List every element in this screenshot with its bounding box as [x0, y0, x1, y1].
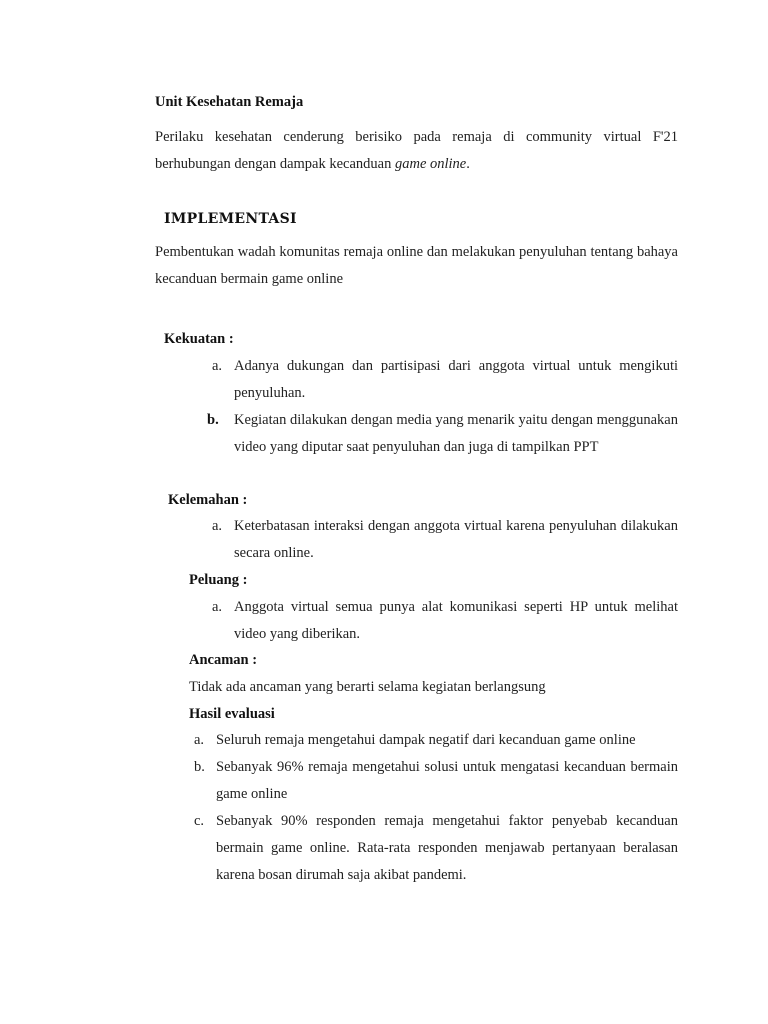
document-title: Unit Kesehatan Remaja	[155, 94, 304, 110]
list-text: Keterbatasan interaksi dengan anggota virtual karena penyuluhan dilakukan secara online.	[234, 518, 678, 561]
list-text: Adanya dukungan dan partisipasi dari anggota virtual untuk mengikuti penyuluhan.	[234, 358, 678, 401]
kelemahan-heading: Kelemahan :	[168, 492, 248, 508]
list-marker: a.	[212, 518, 223, 534]
kekuatan-heading: Kekuatan :	[164, 331, 234, 347]
intro-italic: game online	[394, 155, 467, 172]
ancaman-text: Tidak ada ancaman yang berarti selama kegiatan berlangsung	[189, 679, 546, 695]
intro-end: .	[466, 155, 470, 172]
list-text: Sebanyak 96% remaja mengetahui solusi untuk mengatasi kecanduan bermain game online	[216, 759, 678, 802]
list-marker: a.	[194, 732, 205, 748]
list-marker: c.	[194, 813, 205, 829]
list-marker: b.	[194, 759, 205, 775]
peluang-heading: Peluang :	[189, 572, 248, 588]
implementasi-heading: IMPLEMENTASI	[164, 211, 297, 227]
list-marker: b.	[207, 412, 219, 428]
list-text: Anggota virtual semua punya alat komunikasi seperti HP untuk melihat video yang diberikan.	[234, 599, 678, 642]
intro-text: Perilaku kesehatan cenderung berisiko pada remaja di community virtual F'21 berhubungan dengan dampak kecanduan	[155, 129, 678, 172]
list-marker: a.	[212, 358, 223, 374]
intro-paragraph	[155, 124, 678, 178]
ancaman-heading: Ancaman :	[189, 652, 258, 668]
list-marker: a.	[212, 599, 223, 615]
list-text: Kegiatan dilakukan dengan media yang menarik yaitu dengan menggunakan video yang diputar saat penyuluhan dan juga di tampilkan PPT	[234, 412, 678, 455]
list-text: Sebanyak 90% responden remaja mengetahui faktor penyebab kecanduan bermain game online. Rata-rata responden menjawab pertanyaan beralasan karena bosan dirumah saja akibat pandemi.	[216, 813, 678, 883]
hasil-heading: Hasil evaluasi	[189, 706, 275, 722]
implementasi-text: Pembentukan wadah komunitas remaja online dan melakukan penyuluhan tentang bahaya kecanduan bermain game online	[155, 244, 678, 287]
list-text: Seluruh remaja mengetahui dampak negatif dari kecanduan game online	[216, 732, 636, 748]
